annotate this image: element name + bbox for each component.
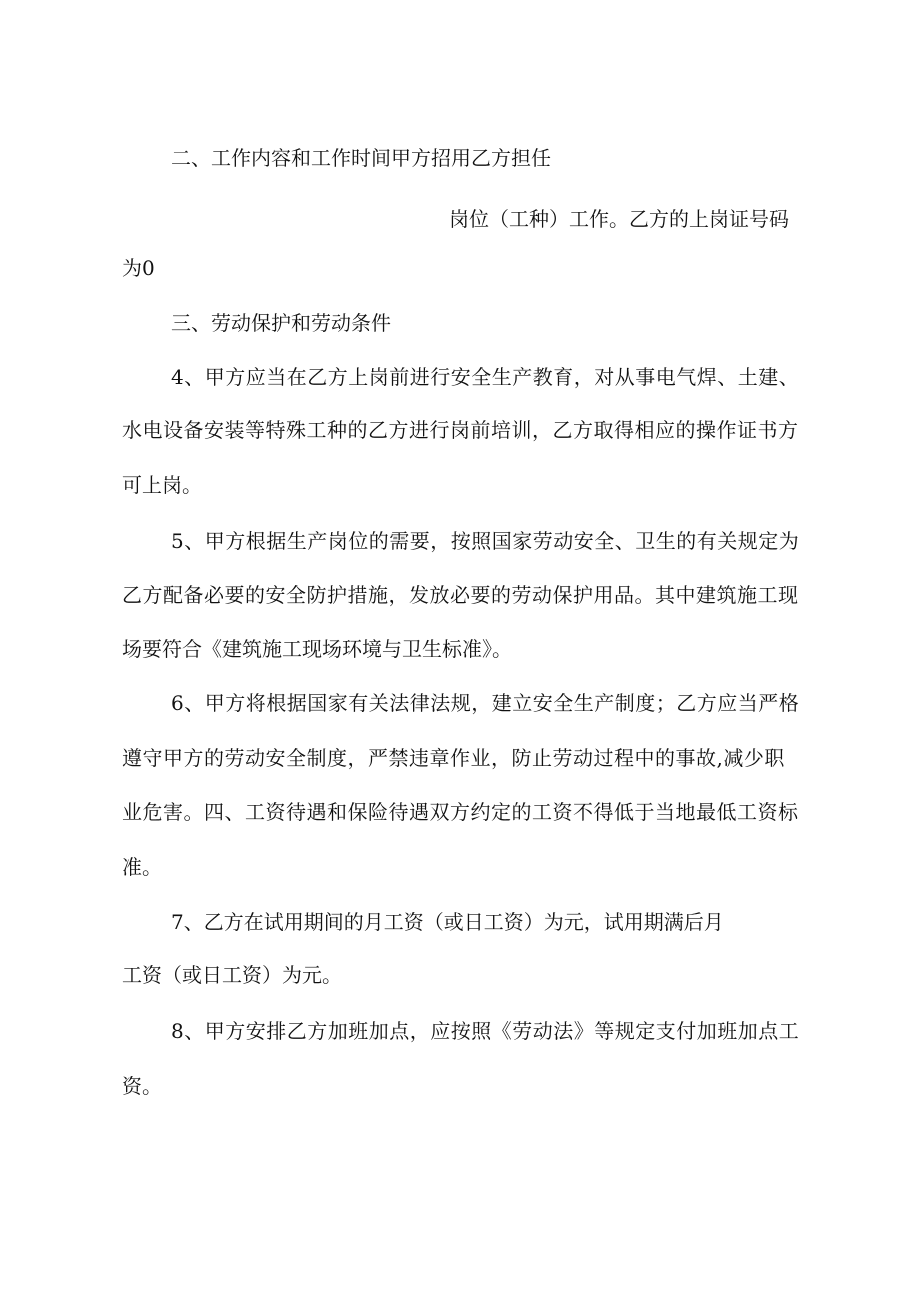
section2-line3: 为0	[122, 256, 155, 280]
clause5-line2: 乙方配备必要的安全防护措施，发放必要的劳动保护用品。其中建筑施工现	[122, 583, 799, 607]
clause8-line1: 8、甲方安排乙方加班加点，应按照《劳动法》等规定支付加班加点工	[171, 1019, 800, 1043]
clause6-line1: 6、甲方将根据国家有关法律法规，建立安全生产制度；乙方应当严格	[171, 691, 800, 715]
clause8-line2: 资。	[122, 1074, 162, 1098]
clause4-line2: 水电设备安装等特殊工种的乙方进行岗前培训，乙方取得相应的操作证书方	[122, 418, 799, 442]
section2-line2: 岗位（工种）工作。乙方的上岗证号码	[449, 207, 789, 231]
clause4-line1: 4、甲方应当在乙方上岗前进行安全生产教育，对从事电气焊、土建、	[171, 365, 800, 389]
clause7-line1: 7、乙方在试用期间的月工资（或日工资）为元，试用期满后月	[171, 910, 724, 934]
section2-line1: 二、工作内容和工作时间甲方招用乙方担任	[171, 146, 551, 170]
clause7-line2: 工资（或日工资）为元。	[122, 963, 342, 987]
clause5-line1: 5、甲方根据生产岗位的需要，按照国家劳动安全、卫生的有关规定为	[171, 529, 800, 553]
clause4-line3: 可上岗。	[122, 473, 202, 497]
clause6-line2: 遵守甲方的劳动安全制度，严禁违章作业，防止劳动过程中的事故,减少职	[122, 746, 785, 770]
clause5-line3: 场要符合《建筑施工现场环境与卫生标准》。	[122, 637, 512, 661]
section3-heading: 三、劳动保护和劳动条件	[171, 311, 391, 335]
clause6-line4: 准。	[122, 855, 162, 879]
clause6-line3: 业危害。四、工资待遇和保险待遇双方约定的工资不得低于当地最低工资标	[122, 800, 799, 824]
